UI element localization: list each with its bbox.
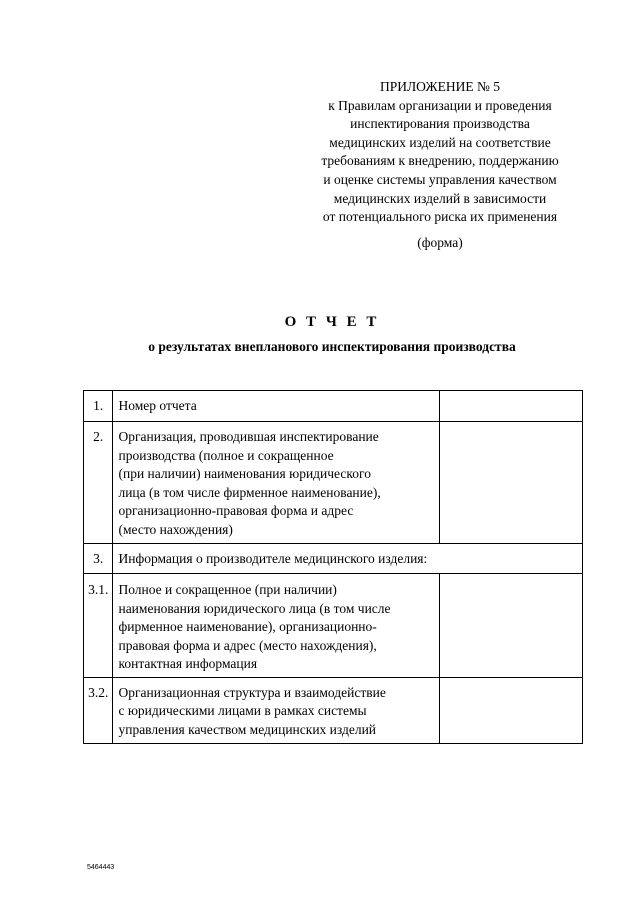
table-row xyxy=(84,574,583,678)
appendix-line: к Правилам организации и проведения xyxy=(328,97,552,113)
row-description-line: (при наличии) наименования юридического xyxy=(118,466,371,481)
row-value-cell[interactable] xyxy=(439,422,582,544)
row-value-cell[interactable] xyxy=(439,391,582,422)
row-value-cell[interactable] xyxy=(439,574,582,678)
row-description xyxy=(113,677,439,743)
appendix-line: инспектирования производства xyxy=(350,116,530,132)
table-row xyxy=(84,391,583,422)
row-description-line: производства (полное и сокращенное xyxy=(118,447,334,463)
row-description-line: фирменное наименование), организационно- xyxy=(118,619,377,634)
report-table xyxy=(83,390,583,744)
row-section-heading xyxy=(113,544,583,574)
row-number: 2. xyxy=(84,422,113,544)
appendix-line: медицинских изделий на соответствие xyxy=(329,134,551,150)
table-row xyxy=(84,544,583,574)
row-number: 3.2. xyxy=(84,677,113,743)
row-description-line: Номер отчета xyxy=(118,398,197,413)
appendix-line: и оценке системы управления качеством xyxy=(323,171,557,187)
appendix-title: ПРИЛОЖЕНИЕ № 5 xyxy=(379,79,501,94)
appendix-line: требованиям к внедрению, поддержанию xyxy=(321,153,559,169)
table-row xyxy=(84,422,583,544)
row-description-line: управления качеством медицинских изделий xyxy=(118,721,377,737)
row-description xyxy=(113,574,439,678)
row-description-line: лица (в том числе фирменное наименование), xyxy=(118,484,381,500)
table-row xyxy=(84,677,583,743)
row-description-line: организационно-правовая форма и адрес xyxy=(118,503,354,518)
row-description xyxy=(113,422,439,544)
row-number: 3. xyxy=(84,544,113,574)
appendix-line: медицинских изделий в зависимости xyxy=(333,190,547,206)
document-code: 5464443 xyxy=(87,864,115,871)
form-label: (форма) xyxy=(417,235,463,250)
row-number: 3.1. xyxy=(84,574,113,678)
row-description-line: с юридическими лицами в рамках системы xyxy=(118,703,367,718)
row-description-line: (место нахождения) xyxy=(118,521,233,537)
report-subtitle: о результатах внепланового инспектирования производства xyxy=(148,339,516,354)
row-description xyxy=(113,391,439,422)
row-description-line: контактная информация xyxy=(118,656,258,671)
report-title: О Т Ч Е Т xyxy=(284,314,380,330)
row-description-line: Организационная структура и взаимодействие xyxy=(118,684,386,700)
row-description-line: Полное и сокращенное (при наличии) xyxy=(118,582,337,597)
row-number: 1. xyxy=(84,391,113,422)
row-description-line: Организация, проводившая инспектирование xyxy=(118,429,379,444)
row-description-line: наименования юридического лица (в том числе xyxy=(118,600,391,616)
appendix-header xyxy=(300,78,580,227)
row-value-cell[interactable] xyxy=(439,677,582,743)
row-description-line: правовая форма и адрес (место нахождения), xyxy=(118,637,377,653)
row-description-line: Информация о производителе медицинского изделия: xyxy=(118,551,428,566)
appendix-line: от потенциального риска их применения xyxy=(322,209,558,225)
